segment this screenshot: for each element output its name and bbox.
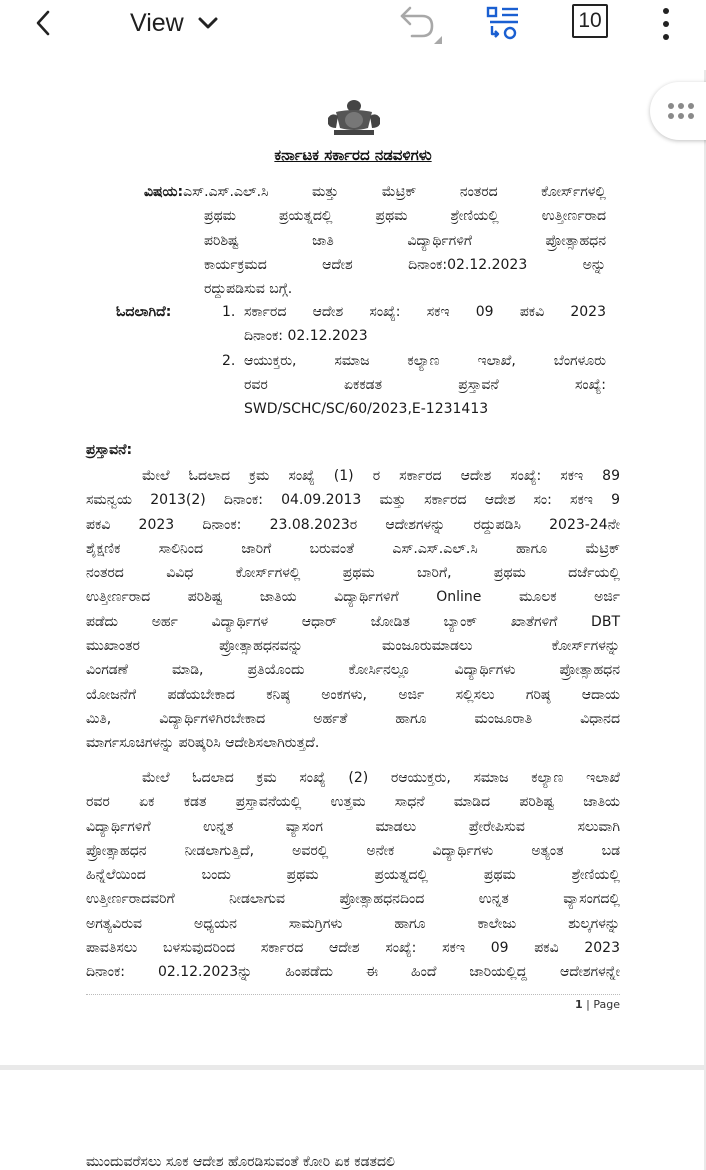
top-toolbar bbox=[0, 0, 706, 70]
footer-divider bbox=[86, 994, 620, 995]
page-number-value: 1 bbox=[575, 998, 583, 1011]
paragraph-line: ಹಿನ್ನೆಲೆಯಿಂದ ಬಂದು ಪ್ರಥಮ ಪ್ರಯತ್ನದಲ್ಲಿ ಪ್ರಥಮ ಶ್ರೇಣಿಯಲ್ಲಿ bbox=[86, 867, 620, 884]
paragraph-line: ಶೈಕ್ಷಣಿಕ ಸಾಲಿನಿಂದ ಜಾರಿಗೆ ಬರುವಂತೆ ಎಸ್.ಎಸ್.ಎಲ್.ಸಿ ಹಾಗೂ ಮೆಟ್ರಿಕ್ bbox=[86, 540, 620, 557]
paragraph-line: ಉತ್ತೀರ್ಣರಾದ ಪರಿಶಿಷ್ಟ ಜಾತಿಯ ವಿದ್ಯಾರ್ಥಿಗಳಿಗೆ Online ಮೂಲಕ ಅರ್ಜಿ bbox=[86, 589, 620, 606]
reference-line: ಆಯುಕ್ತರು, ಸಮಾಜ ಕಲ್ಯಾಣ ಇಲಾಖೆ, ಬೆಂಗಳೂರು bbox=[244, 352, 606, 369]
undo-button[interactable] bbox=[396, 4, 442, 44]
paragraph-line: ನಂತರದ ವಿವಿಧ ಕೋರ್ಸ್‌ಗಳಲ್ಲಿ ಪ್ರಥಮ ಬಾರಿಗೆ, ಪ್ರಥಮ ದರ್ಜೆಯಲ್ಲಿ bbox=[86, 565, 620, 582]
paragraph-2 bbox=[86, 766, 620, 985]
more-dot bbox=[663, 21, 669, 27]
subject-block bbox=[144, 180, 606, 301]
reference-list bbox=[222, 300, 606, 421]
back-button[interactable] bbox=[26, 10, 60, 36]
page-count-button[interactable]: 10 bbox=[572, 4, 608, 38]
paragraph-line: ಪಡೆದು ಅರ್ಹ ವಿದ್ಯಾರ್ಥಿಗಳ ಆಧಾರ್ ಜೋಡಿತ ಬ್ಯಾಂಕ್ ಖಾತೆಗಳಿಗೆ DBT bbox=[86, 613, 620, 630]
reference-number: 1. bbox=[222, 304, 236, 320]
reference-number: 2. bbox=[222, 352, 236, 369]
paragraph-line: ಪಕವಿ 2023 ದಿನಾಂಕ: 23.08.2023ರ ಆದೇಶಗಳನ್ನು ರದ್ದುಪಡಿಸಿ 2023-24ನೇ bbox=[86, 516, 620, 533]
reference-line: ದಿನಾಂಕ: 02.12.2023 bbox=[244, 328, 368, 345]
paragraph-line: ಮುಖಾಂತರ ಪ್ರೋತ್ಸಾಹಧನವನ್ನು ಮಂಜೂರುಮಾಡಲು ಕೋರ್ಸ್‌ಗಳನ್ನು bbox=[86, 638, 620, 655]
paragraph-line: ದಿನಾಂಕ: 02.12.2023ನ್ನು ಹಿಂಪಡೆದು ಈ ಹಿಂದೆ ಜಾರಿಯಲ್ಲಿದ್ದ ಆದೇಶಗಳನ್ನೇ bbox=[86, 964, 620, 981]
view-label: View bbox=[130, 8, 184, 37]
floating-menu-button[interactable] bbox=[650, 82, 706, 140]
paragraph-line: ವಿಂಗಡಣೆ ಮಾಡಿ, ಪ್ರತಿಯೊಂದು ಕೋರ್ಸಿನಲ್ಲೂ ವಿದ್ಯಾರ್ಥಿಗಳು ಪ್ರೋತ್ಸಾಹಧನ bbox=[86, 662, 620, 679]
more-dot bbox=[663, 34, 669, 40]
subject-label-text: ವಿಷಯ: bbox=[144, 184, 184, 200]
reflow-button[interactable] bbox=[486, 4, 522, 42]
subject-line: ರದ್ದುಪಡಿಸುವ ಬಗ್ಗೆ. bbox=[204, 281, 293, 298]
page-number-suffix: | Page bbox=[582, 998, 620, 1011]
grid-dots-icon bbox=[668, 103, 694, 119]
more-options-button[interactable] bbox=[656, 4, 676, 44]
undo-icon bbox=[396, 4, 442, 44]
subject-line bbox=[144, 180, 606, 204]
paragraph-line: ಪಾವತಿಸಲು ಬಳಸುವುದರಿಂದ ಸರ್ಕಾರದ ಆದೇಶ ಸಂಖ್ಯೆ: ಸಕಇ 09 ಪಕವಿ 2023 bbox=[86, 940, 620, 957]
karnataka-emblem-icon bbox=[322, 98, 386, 138]
subject-line: ಕಾರ್ಯಕ್ರಮದ ಆದೇಶ ದಿನಾಂಕ:02.12.2023 ಅನ್ನು bbox=[204, 256, 606, 273]
reference-label: ಓದಲಾಗಿದೆ: bbox=[116, 304, 172, 320]
more-vertical-icon bbox=[663, 8, 669, 14]
reference-line: ರವರ ಏಕಕಡತ ಪ್ರಸ್ತಾವನೆ ಸಂಖ್ಯೆ: bbox=[244, 376, 606, 393]
paragraph-line: ಅಗತ್ಯವಿರುವ ಅಧ್ಯಯನ ಸಾಮಗ್ರಿಗಳು ಹಾಗೂ ಕಾಲೇಜು ಶುಲ್ಕಗಳನ್ನು bbox=[86, 915, 620, 932]
view-menu-button[interactable] bbox=[130, 6, 220, 40]
paragraph-line: ಮಾರ್ಗಸೂಚಿಗಳನ್ನು ಪರಿಷ್ಕರಿಸಿ ಆದೇಶಿಸಲಾಗಿರುತ್ತದೆ. bbox=[86, 735, 320, 752]
paragraph-line: ಮಿತಿ, ವಿದ್ಯಾರ್ಥಿಗಳಿಗಿರಬೇಕಾದ ಅರ್ಹತೆ ಹಾಗೂ ಮಂಜೂರಾತಿ ವಿಧಾನದ bbox=[86, 710, 620, 727]
paragraph-line: ಉತ್ತೀರ್ಣರಾದವರಿಗೆ ನೀಡಲಾಗುವ ಪ್ರೋತ್ಸಾಹಧನದಿಂದ ಉನ್ನತ ವ್ಯಾಸಂಗದಲ್ಲಿ bbox=[86, 891, 620, 908]
text-reflow-icon bbox=[486, 4, 522, 42]
paragraph-line: ಪ್ರೋತ್ಸಾಹಧನ ನೀಡಲಾಗುತ್ತಿದೆ, ಅವರಲ್ಲಿ ಅನೇಕ ವಿದ್ಯಾರ್ಥಿಗಳು ಅತ್ಯಂತ ಬಡ bbox=[86, 842, 620, 859]
subject-line: ಪ್ರಥಮ ಪ್ರಯತ್ನದಲ್ಲಿ ಪ್ರಥಮ ಶ್ರೇಣಿಯಲ್ಲಿ ಉತ್ತೀರ್ಣರಾದ bbox=[204, 208, 606, 225]
paragraph-line: ಮೇಲೆ ಓದಲಾದ ಕ್ರಮ ಸಂಖ್ಯೆ (2) ರಆಯುಕ್ತರು, ಸಮಾಜ ಕಲ್ಯಾಣ ಇಲಾಖೆ bbox=[142, 770, 620, 786]
reference-line: SWD/SCHC/SC/60/2023,E-1231413 bbox=[244, 401, 489, 418]
paragraph-line: ಮೇಲೆ ಓದಲಾದ ಕ್ರಮ ಸಂಖ್ಯೆ (1) ರ ಸರ್ಕಾರದ ಆದೇಶ ಸಂಖ್ಯೆ: ಸಕಇ 89 bbox=[142, 468, 620, 484]
page-number bbox=[540, 998, 620, 1011]
reference-line: ಸರ್ಕಾರದ ಆದೇಶ ಸಂಖ್ಯೆ: ಸಕಇ 09 ಪಕವಿ 2023 bbox=[244, 304, 606, 320]
subject-text: ಎಸ್.ಎಸ್.ಎಲ್.ಸಿ ಮತ್ತು ಮೆಟ್ರಿಕ್ ನಂತರದ ಕೋರ್ಸ್‌ಗಳಲ್ಲಿ bbox=[183, 184, 606, 200]
paragraph-line: ಯೋಜನೆಗೆ ಪಡೆಯಬೇಕಾದ ಕನಿಷ್ಠ ಅಂಕಗಳು, ಅರ್ಜಿ ಸಲ್ಲಿಸಲು ಗರಿಷ್ಠ ಆದಾಯ bbox=[86, 686, 620, 703]
document-title: ಕರ್ನಾಟಕ ಸರ್ಕಾರದ ನಡವಳಿಗಳು bbox=[274, 146, 432, 164]
paragraph-line: ಸಮನ್ವಯ 2013(2) ದಿನಾಂಕ: 04.09.2013 ಮತ್ತು ಸರ್ಕಾರದ ಆದೇಶ ಸಂ: ಸಕಇ 9 bbox=[86, 492, 620, 509]
paragraph-line: ವಿದ್ಯಾರ್ಥಿಗಳಿಗೆ ಉನ್ನತ ವ್ಯಾಸಂಗ ಮಾಡಲು ಪ್ರೇರೇಪಿಸುವ ಸಲುವಾಗಿ bbox=[86, 818, 620, 835]
next-page-line: ಮುಂದುವರೆಸಲು ಸೂಕ ಆದೇಶ ಹೊರಡಿಸುವಂತೆ ಕೋರಿ ಏಕ ಕಡತದಲಿ bbox=[86, 1154, 395, 1170]
chevron-left-icon bbox=[35, 10, 51, 36]
chevron-down-icon bbox=[198, 12, 220, 34]
document-viewer[interactable] bbox=[0, 70, 706, 1170]
reference-item bbox=[222, 300, 606, 349]
reference-item bbox=[222, 349, 606, 422]
subject-line: ಪರಿಶಿಷ್ಟ ಜಾತಿ ವಿದ್ಯಾರ್ಥಿಗಳಿಗೆ ಪ್ರೋತ್ಸಾಹಧನ bbox=[204, 232, 606, 249]
paragraph-1 bbox=[86, 464, 620, 756]
preamble-heading: ಪ್ರಸ್ತಾವನೆ: bbox=[86, 442, 133, 458]
document-page-1 bbox=[0, 70, 704, 1065]
paragraph-line: ರವರ ಏಕ ಕಡತ ಪ್ರಸ್ತಾವನೆಯಲ್ಲಿ ಉತ್ತಮ ಸಾಧನೆ ಮಾಡಿದ ಪರಿಶಿಷ್ಟ ಜಾತಿಯ bbox=[86, 794, 620, 811]
